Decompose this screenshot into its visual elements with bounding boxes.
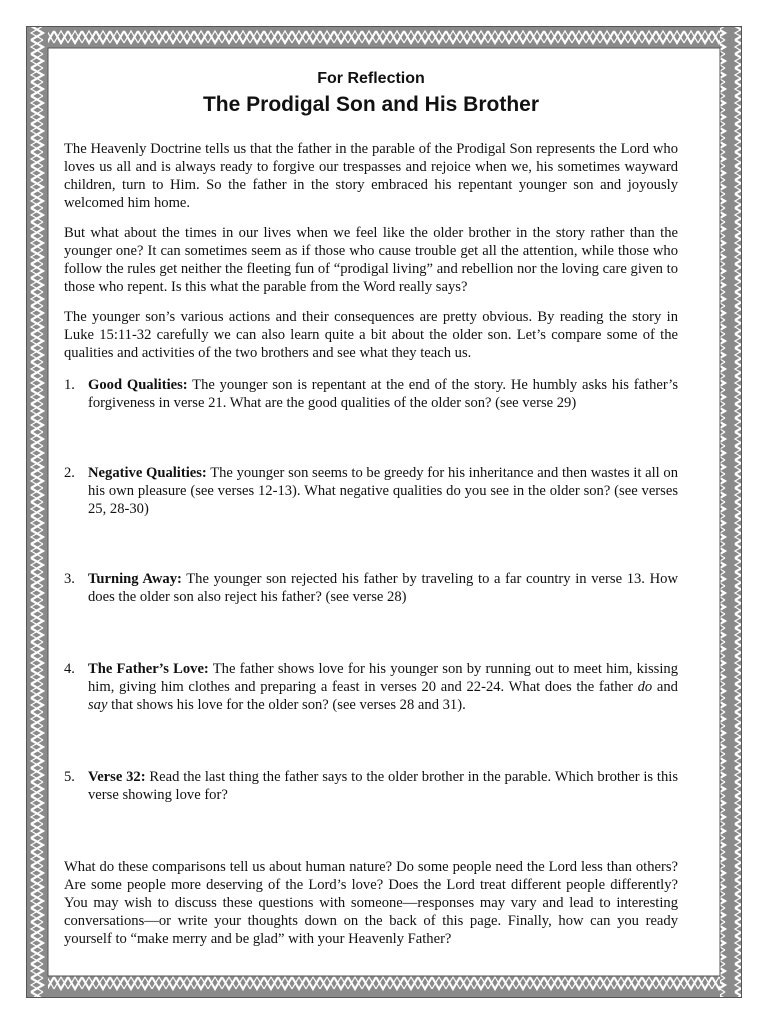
question-5 xyxy=(64,768,678,804)
intro-paragraph-1: The Heavenly Doctrine tells us that the father in the parable of the Prodigal Son represents the Lord who loves us all and is always ready to forgive our trespasses and rejoice when we, his sometimes wayward children, turn to Him. So the father in the story embraced his repentant younger son and joyously welcomed him home. xyxy=(64,141,678,211)
question-label: Verse 32: xyxy=(88,769,146,785)
emphasis-do: do xyxy=(637,679,653,695)
question-1 xyxy=(64,376,678,412)
question-text: Read the last thing the father says to the older brother in the parable. Which brother is this verse showing love for? xyxy=(88,769,678,803)
question-label: The Father’s Love: xyxy=(88,661,209,677)
page-title: The Prodigal Son and His Brother xyxy=(202,93,540,116)
question-number: 2. xyxy=(64,465,75,481)
closing-paragraph: What do these comparisons tell us about human nature? Do some people need the Lord less than others? Are some people more deserving of the Lord’s love? Does the Lord treat different people differently? You may wish to discuss these questions with someone—responses may vary and lead to interesting conversations—or write your thoughts down on the back of this page. Finally, how can you ready yourself to “make merry and be glad” with your Heavenly Father? xyxy=(64,859,678,947)
intro-paragraph-3: The younger son’s various actions and their consequences are pretty obvious. By reading the story in Luke 15:11-32 carefully we can also learn quite a bit about the older son. Let’s compare some of the qualities and activities of the two brothers and see what they teach us. xyxy=(64,309,678,361)
question-text: The younger son rejected his father by traveling to a far country in verse 13. How does the older son also reject his father? (see verse 28) xyxy=(88,571,678,605)
question-label: Negative Qualities: xyxy=(88,465,207,481)
emphasis-say: say xyxy=(88,697,108,713)
question-label: Turning Away: xyxy=(88,571,182,587)
page-content xyxy=(64,70,678,960)
question-3 xyxy=(64,570,678,606)
question-text: and xyxy=(652,679,678,695)
question-text: The younger son is repentant at the end of the story. He humbly asks his father’s forgiveness in verse 21. What are the good qualities of the older son? (see verse 29) xyxy=(88,377,679,411)
question-text: that shows his love for the older son? (see verses 28 and 31). xyxy=(107,697,466,713)
question-text: The father shows love for his younger son by running out to meet him, kissing him, giving him clothes and preparing a feast in verses 20 and 22-24. What does the father xyxy=(88,661,678,695)
question-text: The younger son seems to be greedy for his inheritance and then wastes it all on his own pleasure (see verses 12-13). What negative qualities do you see in the older son? (see verses 25, 28-30) xyxy=(88,465,678,517)
question-label: Good Qualities: xyxy=(88,377,188,393)
question-4 xyxy=(64,660,678,714)
question-number: 4. xyxy=(64,661,75,677)
intro-paragraph-2: But what about the times in our lives when we feel like the older brother in the story rather than the younger one? It can sometimes seem as if those who cause trouble get all the attention, while those who follow the rules get neither the fleeting fun of “prodigal living” and rebellion nor the loving care given to those who repent. Is this what the parable from the Word really says? xyxy=(64,225,678,295)
question-number: 1. xyxy=(64,377,75,393)
question-number: 5. xyxy=(64,769,75,785)
section-label: For Reflection xyxy=(317,70,425,87)
question-number: 3. xyxy=(64,571,75,587)
question-2 xyxy=(64,464,678,518)
